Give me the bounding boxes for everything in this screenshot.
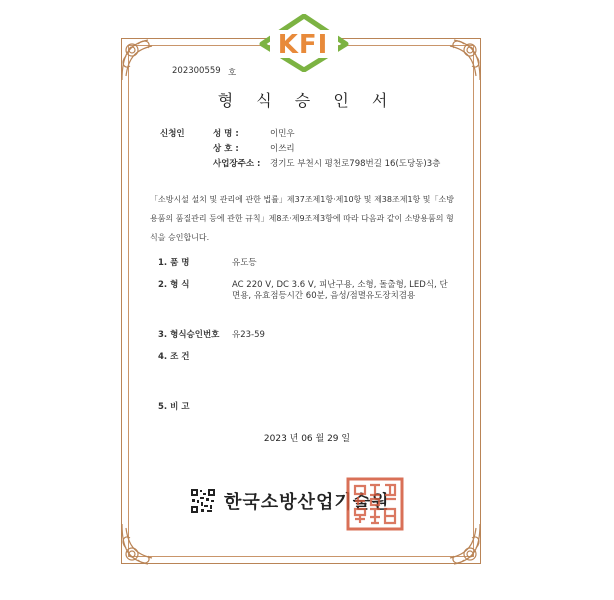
item-label-product: 1. 품 명	[158, 258, 190, 268]
address-value: 경기도 부천시 평천로798번길 16(도당동)3층	[270, 159, 441, 169]
document-title: 형 식 승 인 서	[217, 91, 397, 110]
item-label-remarks: 5. 비 고	[158, 402, 190, 412]
name-value: 이민우	[270, 129, 295, 139]
cert-number: 202300559	[172, 66, 221, 76]
item-value-type-line1: AC 220 V, DC 3.6 V, 피난구용, 소형, 돌출형, LED식, 단	[232, 280, 448, 290]
item-value-approval-number: 유23-59	[232, 330, 265, 340]
qr-code-icon	[190, 488, 216, 514]
paragraph-line: 식을 승인합니다.	[150, 233, 210, 242]
kfi-logo-text: KFI	[277, 30, 329, 60]
certificate-inner-border	[128, 45, 474, 557]
name-label: 성 명 :	[213, 129, 239, 139]
ornament-corner-bottom-right	[436, 520, 484, 568]
approval-paragraph	[150, 190, 460, 247]
item-value-type-line2: 면용, 유효점등시간 60분, 음성/점멸유도장치겸용	[232, 291, 416, 301]
cert-number-suffix: 호	[228, 68, 237, 78]
applicant-heading: 신청인	[160, 129, 185, 139]
official-seal-stamp	[346, 477, 404, 531]
ornament-corner-top-left	[118, 36, 166, 84]
trade-label: 상 호 :	[213, 144, 239, 154]
ornament-corner-bottom-left	[118, 520, 166, 568]
paragraph-line: 용품의 품질관리 등에 관한 규칙」제8조·제9조제3항에 따라 다음과 같이 소방용품의 형	[150, 214, 454, 223]
item-label-conditions: 4. 조 건	[158, 352, 190, 362]
ornament-corner-top-right	[436, 36, 484, 84]
paragraph-line: 「소방시설 설치 및 관리에 관한 법률」제37조제1항·제10항 및 제38조제1항 및「소방	[150, 195, 454, 204]
issuing-organization: 한국소방산업기술원	[224, 492, 390, 513]
item-label-approval-number: 3. 형식승인번호	[158, 330, 220, 340]
trade-value: 이쓰리	[270, 144, 295, 154]
item-value-product: 유도등	[232, 258, 257, 268]
address-label: 사업장주소 :	[213, 159, 261, 169]
issue-date: 2023 년 06 월 29 일	[263, 434, 351, 444]
item-label-type: 2. 형 식	[158, 280, 190, 290]
